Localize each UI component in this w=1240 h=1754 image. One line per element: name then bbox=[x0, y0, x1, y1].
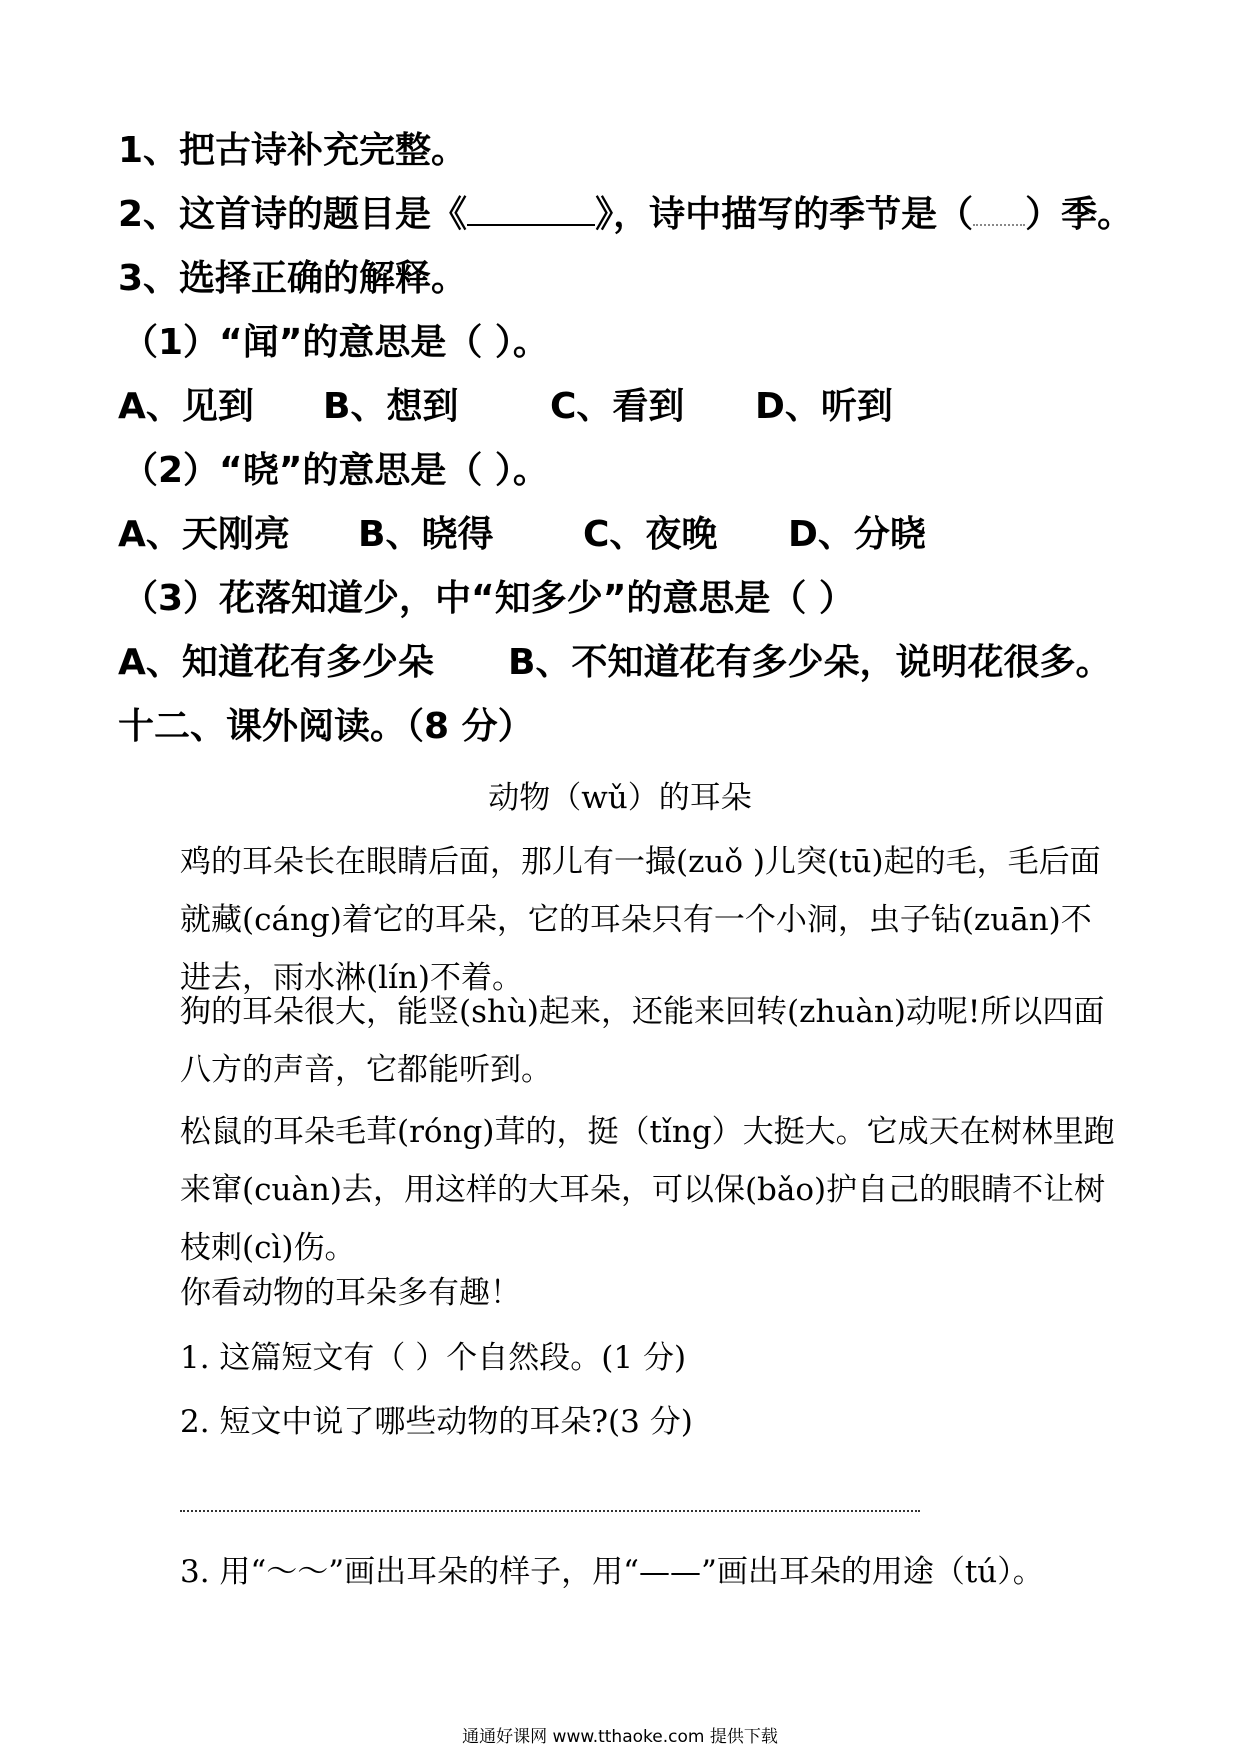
title-blank bbox=[467, 194, 595, 226]
option-a: A、天刚亮 bbox=[118, 514, 290, 555]
sub-question-2-options bbox=[118, 512, 926, 559]
option-b: B、晓得 bbox=[358, 514, 494, 555]
article-paragraph-2: 狗的耳朵很大，能竖(shù)起来，还能来回转(zhuàn)动呢!所以四面八方的声音，它都能听到。 bbox=[180, 994, 1105, 1088]
answer-line bbox=[180, 1510, 920, 1512]
question-1: 1、把古诗补充完整。 bbox=[118, 130, 468, 171]
footer-credit: 通通好课网 www.tthaoke.com 提供下载 bbox=[462, 1727, 778, 1747]
article-paragraph-4: 你看动物的耳朵多有趣！ bbox=[180, 1275, 521, 1311]
article-paragraph-3: 松鼠的耳朵毛茸(róng)茸的，挺（tǐng）大挺大。它成天在树林里跑来窜(cuàn)去，用这样的大耳朵，可以保(bǎo)护自己的眼睛不让树枝刺(cì)伤。 bbox=[180, 1114, 1115, 1266]
season-blank bbox=[973, 214, 1025, 226]
reading-question-2: 2. 短文中说了哪些动物的耳朵?(3 分) bbox=[180, 1404, 693, 1440]
option-d: D、分晓 bbox=[788, 514, 926, 555]
option-c: C、看到 bbox=[550, 386, 685, 427]
sub-question-1: （1）“闻”的意思是（ ）。 bbox=[122, 322, 549, 363]
reading-question-1: 1. 这篇短文有（ ）个自然段。(1 分) bbox=[180, 1340, 687, 1376]
article-paragraph-1: 鸡的耳朵长在眼睛后面，那儿有一撮(zuǒ )儿突(tū)起的毛，毛后面就藏(cáng)着它的耳朵，它的耳朵只有一个小洞，虫子钻(zuān)不进去，雨水淋(lín)不着。 bbox=[180, 844, 1101, 996]
sub-question-3-options bbox=[118, 640, 1111, 687]
article-title: 动物（wǔ）的耳朵 bbox=[488, 780, 752, 816]
question-2-prefix: 2、这首诗的题目是《 bbox=[118, 194, 468, 235]
option-d: D、听到 bbox=[755, 386, 893, 427]
option-b: B、想到 bbox=[323, 386, 459, 427]
option-c: C、夜晚 bbox=[583, 514, 718, 555]
option-a: A、见到 bbox=[118, 386, 254, 427]
question-2-middle: 》，诗中描写的季节是（ bbox=[595, 194, 974, 235]
sub-question-3: （3）花落知道少，中“知多少”的意思是（ ） bbox=[122, 578, 855, 619]
question-2-suffix: ）季。 bbox=[1025, 194, 1134, 235]
question-3: 3、选择正确的解释。 bbox=[118, 258, 468, 299]
option-b: B、不知道花有多少朵，说明花很多。 bbox=[508, 642, 1112, 683]
reading-question-3: 3. 用“～～”画出耳朵的样子，用“——”画出耳朵的用途（tú）。 bbox=[180, 1554, 1044, 1590]
sub-question-2: （2）“晓”的意思是（ ）。 bbox=[122, 450, 549, 491]
sub-question-1-options bbox=[118, 384, 893, 431]
section-title: 十二、课外阅读。（8 分） bbox=[118, 706, 534, 747]
question-2 bbox=[118, 192, 1133, 239]
option-a: A、知道花有多少朵 bbox=[118, 642, 434, 683]
